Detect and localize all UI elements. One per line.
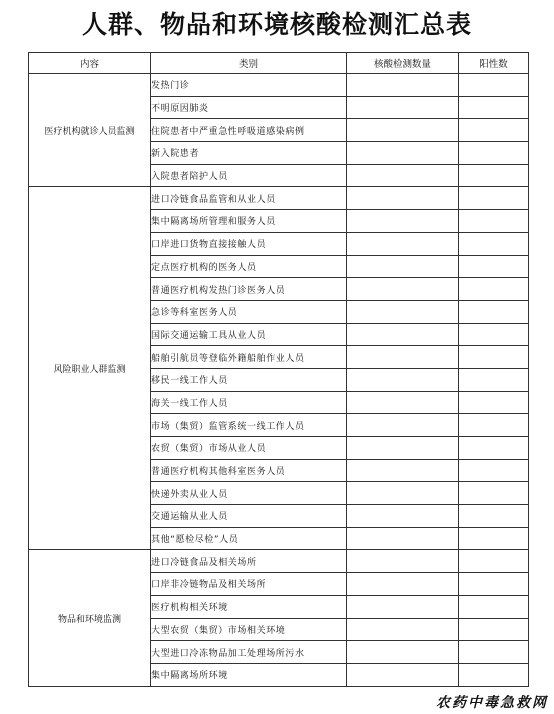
category-cell: 大型进口冷冻物品加工处理场所污水 <box>151 641 347 664</box>
test-count-cell[interactable] <box>347 527 459 550</box>
positive-count-cell[interactable] <box>459 119 529 142</box>
test-count-cell[interactable] <box>347 641 459 664</box>
positive-count-cell[interactable] <box>459 74 529 97</box>
positive-count-cell[interactable] <box>459 595 529 618</box>
positive-count-cell[interactable] <box>459 437 529 460</box>
test-count-cell[interactable] <box>347 142 459 165</box>
positive-count-cell[interactable] <box>459 550 529 573</box>
positive-count-cell[interactable] <box>459 210 529 233</box>
category-cell: 集中隔离场所环境 <box>151 663 347 686</box>
positive-count-cell[interactable] <box>459 641 529 664</box>
test-count-cell[interactable] <box>347 187 459 210</box>
group-label: 物品和环境监测 <box>29 550 151 686</box>
category-cell: 国际交通运输工具从业人员 <box>151 323 347 346</box>
watermark: 农药中毒急救网 <box>436 695 548 711</box>
test-count-cell[interactable] <box>347 255 459 278</box>
category-cell: 进口冷链食品及相关场所 <box>151 550 347 573</box>
category-cell: 船舶引航员等登临外籍船舶作业人员 <box>151 346 347 369</box>
category-cell: 口岸进口货物直接接触人员 <box>151 232 347 255</box>
test-count-cell[interactable] <box>347 278 459 301</box>
category-cell: 海关一线工作人员 <box>151 391 347 414</box>
test-count-cell[interactable] <box>347 550 459 573</box>
test-count-cell[interactable] <box>347 232 459 255</box>
category-cell: 不明原因肺炎 <box>151 96 347 119</box>
category-cell: 定点医疗机构的医务人员 <box>151 255 347 278</box>
column-header-content: 内容 <box>29 53 151 74</box>
positive-count-cell[interactable] <box>459 164 529 187</box>
category-cell: 交通运输从业人员 <box>151 505 347 528</box>
positive-count-cell[interactable] <box>459 300 529 323</box>
positive-count-cell[interactable] <box>459 505 529 528</box>
table-row <box>29 74 529 97</box>
test-count-cell[interactable] <box>347 505 459 528</box>
category-cell: 其他“愿检尽检”人员 <box>151 527 347 550</box>
test-count-cell[interactable] <box>347 300 459 323</box>
test-count-cell[interactable] <box>347 482 459 505</box>
positive-count-cell[interactable] <box>459 482 529 505</box>
test-count-cell[interactable] <box>347 573 459 596</box>
table-body <box>29 74 529 687</box>
category-cell: 普通医疗机构发热门诊医务人员 <box>151 278 347 301</box>
positive-count-cell[interactable] <box>459 573 529 596</box>
category-cell: 大型农贸（集贸）市场相关环境 <box>151 618 347 641</box>
positive-count-cell[interactable] <box>459 346 529 369</box>
test-count-cell[interactable] <box>347 346 459 369</box>
category-cell: 住院患者中严重急性呼吸道感染病例 <box>151 119 347 142</box>
table-row <box>29 187 529 210</box>
positive-count-cell[interactable] <box>459 278 529 301</box>
table-row <box>29 550 529 573</box>
positive-count-cell[interactable] <box>459 187 529 210</box>
category-cell: 医疗机构相关环境 <box>151 595 347 618</box>
group-label: 风险职业人群监测 <box>29 187 151 550</box>
category-cell: 快递外卖从业人员 <box>151 482 347 505</box>
test-count-cell[interactable] <box>347 119 459 142</box>
positive-count-cell[interactable] <box>459 459 529 482</box>
category-cell: 普通医疗机构其他科室医务人员 <box>151 459 347 482</box>
test-count-cell[interactable] <box>347 414 459 437</box>
test-count-cell[interactable] <box>347 595 459 618</box>
category-cell: 新入院患者 <box>151 142 347 165</box>
test-count-cell[interactable] <box>347 210 459 233</box>
positive-count-cell[interactable] <box>459 663 529 686</box>
category-cell: 进口冷链食品监管和从业人员 <box>151 187 347 210</box>
page-title: 人群、物品和环境核酸检测汇总表 <box>81 10 472 39</box>
positive-count-cell[interactable] <box>459 142 529 165</box>
positive-count-cell[interactable] <box>459 368 529 391</box>
positive-count-cell[interactable] <box>459 391 529 414</box>
test-count-cell[interactable] <box>347 663 459 686</box>
column-header-category: 类别 <box>151 53 347 74</box>
category-cell: 集中隔离场所管理和服务人员 <box>151 210 347 233</box>
test-count-cell[interactable] <box>347 74 459 97</box>
positive-count-cell[interactable] <box>459 255 529 278</box>
category-cell: 市场（集贸）监管系统一线工作人员 <box>151 414 347 437</box>
header-row <box>29 53 529 74</box>
test-count-cell[interactable] <box>347 391 459 414</box>
positive-count-cell[interactable] <box>459 323 529 346</box>
positive-count-cell[interactable] <box>459 527 529 550</box>
category-cell: 农贸（集贸）市场从业人员 <box>151 437 347 460</box>
summary-table <box>28 52 529 687</box>
category-cell: 入院患者陪护人员 <box>151 164 347 187</box>
test-count-cell[interactable] <box>347 368 459 391</box>
positive-count-cell[interactable] <box>459 232 529 255</box>
positive-count-cell[interactable] <box>459 618 529 641</box>
category-cell: 急诊等科室医务人员 <box>151 300 347 323</box>
positive-count-cell[interactable] <box>459 414 529 437</box>
category-cell: 移民一线工作人员 <box>151 368 347 391</box>
test-count-cell[interactable] <box>347 459 459 482</box>
test-count-cell[interactable] <box>347 164 459 187</box>
category-cell: 口岸非冷链物品及相关场所 <box>151 573 347 596</box>
test-count-cell[interactable] <box>347 96 459 119</box>
test-count-cell[interactable] <box>347 618 459 641</box>
test-count-cell[interactable] <box>347 437 459 460</box>
test-count-cell[interactable] <box>347 323 459 346</box>
category-cell: 发热门诊 <box>151 74 347 97</box>
column-header-test-count: 核酸检测数量 <box>347 53 459 74</box>
group-label: 医疗机构就诊人员监测 <box>29 74 151 187</box>
column-header-positive-count: 阳性数 <box>459 53 529 74</box>
positive-count-cell[interactable] <box>459 96 529 119</box>
